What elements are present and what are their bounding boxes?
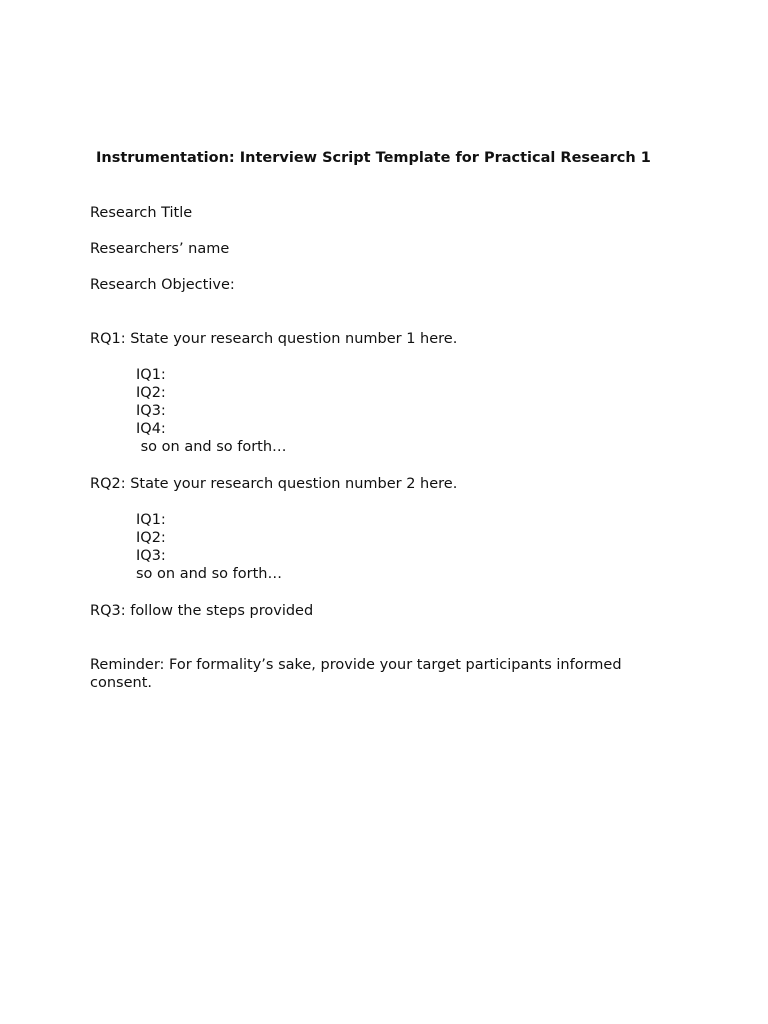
- rq1-iq3: IQ3:: [136, 403, 166, 419]
- research-objective-label: Research Objective:: [90, 277, 235, 293]
- rq1-label: RQ1: State your research question number 1 here.: [90, 331, 458, 347]
- document-title: Instrumentation: Interview Script Template for Practical Research 1: [96, 150, 651, 166]
- reminder-text: Reminder: For formality’s sake, provide your target participants informed consent.: [90, 657, 622, 691]
- rq1-iq2: IQ2:: [136, 385, 166, 401]
- rq1-iq1: IQ1:: [136, 367, 166, 383]
- rq1-iq4: IQ4:: [136, 421, 166, 437]
- rq3-label: RQ3: follow the steps provided: [90, 603, 314, 619]
- rq2-iq3: IQ3:: [136, 548, 166, 564]
- research-title-label: Research Title: [90, 205, 193, 221]
- researchers-name-label: Researchers’ name: [90, 241, 230, 257]
- rq2-label: RQ2: State your research question number 2 here.: [90, 476, 458, 492]
- rq2-iq2: IQ2:: [136, 530, 166, 546]
- rq2-iq1: IQ1:: [136, 512, 166, 528]
- rq1-so-on: so on and so forth…: [136, 439, 287, 455]
- rq2-so-on: so on and so forth…: [136, 566, 282, 582]
